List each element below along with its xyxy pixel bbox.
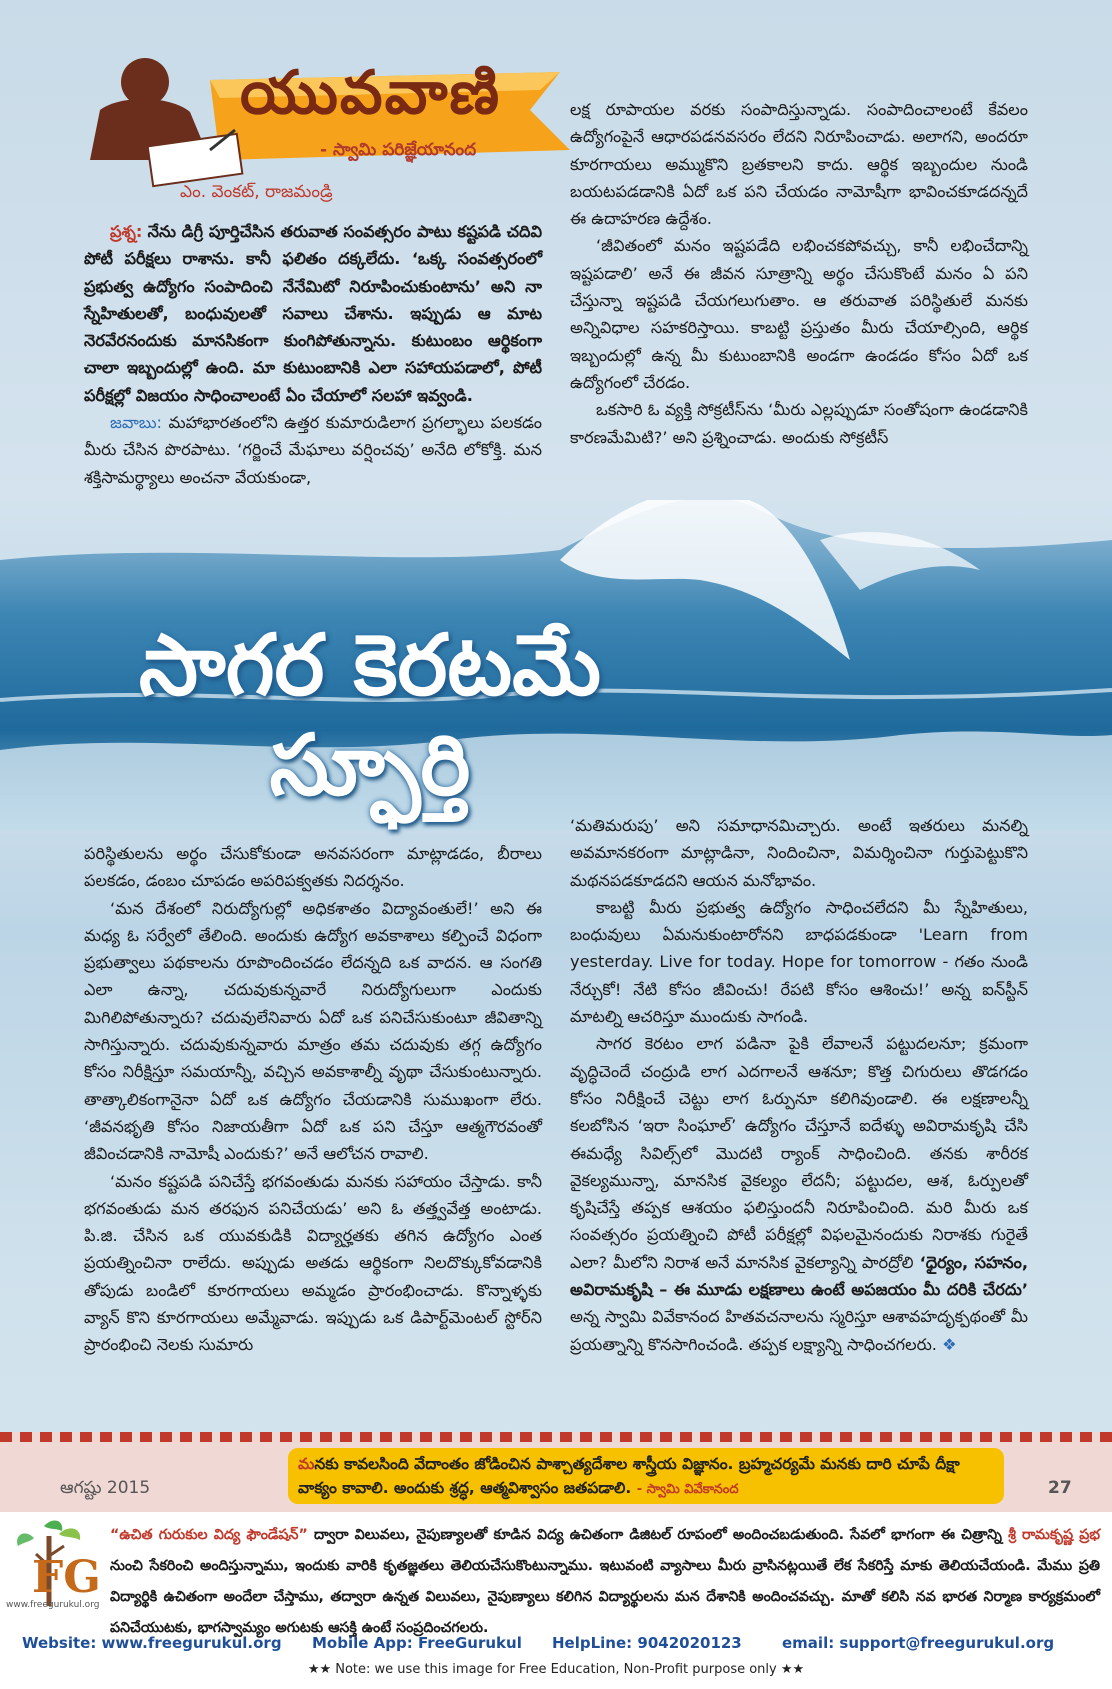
answer-start: మహాభారతంలోని ఉత్తర కుమారుడిలాగ ప్రగల్భాలు పలకడం మీరు చేసిన పొరపాటు. ‘గర్జించే మేఘాలు వర్షించవు’ అనేది లోకోక్తి. మన శక్తిసామర్థ్యాలు అంచనా వేయకుండా, [84, 413, 542, 487]
quote-first-letter: మ [298, 1455, 315, 1473]
paragraph: ‘మన దేశంలో నిరుద్యోగుల్లో అధికశాతం విద్యావంతులే!’ అని ఈ మధ్య ఓ సర్వేలో తేలింది. అందుకు ఉద్యోగ అవకాశాలు కల్పించే విధంగా ప్రభుత్వాలు పథకాలను రూపొందించడం లేదన్నది ఒక వాదన. ఆ సంగతి ఎలా ఉన్నా, చదువుకున్నవారే నిరుద్యోగులుగా ఎందుకు మిగిలిపోతున్నారు? చదువులేనివారు ఏదో ఒక పనిచేసుకుంటూ జీవితాన్ని సాగిస్తున్నారు. చదువుకున్నవారు మాత్రం తమ చదువుకు తగ్గ ఉద్యోగం కోసం నిరీక్షిస్తూ సమయాన్నీ, వచ్చిన అవకాశాల్నీ వృథా చేసుకుంటున్నారు. తాత్కాలికంగానైనా ఏదో ఒక ఉద్యోగం చేయడానికి సుముఖంగా లేరు. ‘జీవనభృతి కోసం నిజాయతీగా ఏదో ఒక పని చేస్తూ ఆత్మగౌరవంతో జీవించడానికి నామోషీ ఎందుకు?’ అనే ఆలోచన రావాలి. [84, 898, 542, 1164]
answer-label: జవాబు: [110, 413, 162, 433]
paragraph: కాబట్టి మీరు ప్రభుత్వ ఉద్యోగం సాధించలేదని మీ స్నేహితులు, బంధువులు ఏమనుకుంటారోనని బాధపడకుండా 'Learn from yesterday. Live for today. Hope for tomorrow - గతం నుండి నేర్చుకో! నేటి కోసం జీవించు! రేపటి కోసం ఆశించు!’ అన్న ఐన్‌స్టీన్‌ మాటల్ని ఆచరిస్తూ ముందుకు సాగండి. [570, 897, 1028, 1027]
website-link[interactable]: Website: www.freegurukul.org [22, 1634, 282, 1652]
org-name: “ఉచిత గురుకుల విద్య ఫౌండేషన్‌” [110, 1527, 308, 1543]
column-1-bottom [84, 840, 542, 1359]
decorative-stripe [0, 1432, 1112, 1442]
vivekananda-quote: ‘ధైర్యం, సహనం, అవిరామకృషి – ఈ మూడు లక్షణాలు ఉంటే అపజయం మీ దరికి చేరదు’ [570, 1252, 1028, 1300]
quote-author: - స్వామి వివేకానంద [636, 1482, 739, 1497]
end-mark-icon: ❖ [942, 1334, 957, 1354]
paragraph: సాగర కెరటం లాగ పడినా పైకి లేవాలనే పట్టుదలనూ; క్రమంగా వృద్ధిచెందే చంద్రుడి లాగ ఎదగాలనే ఆశనూ; కొత్త చిగురులు తొడగడం కోసం నిరీక్షించే చెట్టు లాగ ఓర్పునూ కలిగివుండాలి. ఈ లక్షణాలన్నీ కలబోసిన ‘ఇరా సింఘాల్‌’ ఉద్యోగం చేస్తూనే ఐదేళ్ళు అవిరామకృషి చేసి ఈమధ్యే సివిల్స్‌లో మొదటి ర్యాంక్‌ సాధించింది. తనకు శారీరక వైకల్యమున్నా, మానసిక వైకల్యం లేదనీ; పట్టుదల, ఆశ, ఓర్పులతో కృషిచేస్తే తప్పక ఆశయం ఫలిస్తుందనీ నిరూపించింది. మరి మీరు ఒక సంవత్సరం ప్రయత్నించి పోటీ పరీక్షల్లో విఫలమైనందుకు నిరాశకు గురైతే ఎలా? మీలోని నిరాశ అనే మానసిక వైకల్యాన్ని పారద్రోలి [570, 1034, 1028, 1272]
column-2-bottom [570, 812, 1028, 1358]
mobile-app-link[interactable]: Mobile App: FreeGurukul [312, 1634, 522, 1652]
paragraph: పరిస్థితులను అర్థం చేసుకోకుండా అనవసరంగా మాట్లాడడం, బీరాలు పలకడం, డంబం చూపడం అపరిపక్వతకు నిదర్శనం. [84, 844, 542, 891]
paragraph: ‘మనం కష్టపడి పనిచేస్తే భగవంతుడు మనకు సహాయం చేస్తాడు. కానీ భగవంతుడు మన తరఫున పనిచేయడు’ అని ఓ తత్త్వవేత్త అంటాడు. పి.జి. చేసిన ఒక యువకుడికి విద్యార్హతకు తగిన ఉద్యోగం ఎంత ప్రయత్నించినా రాలేదు. అప్పుడు అతడు ఆర్థికంగా నిలదొక్కుకోవడానికి తోపుడు బండిలో కూరగాయలు అమ్మడం ప్రారంభించాడు. కొన్నాళ్ళకు వ్యాన్‌ కొని కూరగాయలు అమ్మేవాడు. ఇప్పుడు ఒక డిపార్ట్‌మెంటల్‌ స్టోర్‌ని ప్రారంభించి నెలకు సుమారు [84, 1171, 542, 1355]
source-name: శ్రీ రామకృష్ణ ప్రభ [1008, 1527, 1100, 1543]
title-line-2: స్ఫూర్తి [269, 716, 471, 814]
quote-box [288, 1448, 1004, 1504]
quote-text: నకు కావలసింది వేదాంతం జోడించిన పాశ్చాత్యదేశాల శాస్త్రీయ విజ్ఞానం. బ్రహ్మచర్యమే మనకు దారి చూపే దీక్షా వాక్యం కావాలి. అందుకు శ్రద్ధ, ఆత్మవిశ్వాసం జతపడాలి. [298, 1455, 960, 1497]
article-title [130, 615, 610, 815]
freegurukul-description [110, 1520, 1100, 1644]
paragraph-end: అన్న స్వామి వివేకానంద హితవచనాలను స్మరిస్తూ ఆశావహదృక్పథంతో మీ ప్రయత్నాన్ని కొనసాగించండి. తప్పక లక్ష్యాన్ని సాధించగలరు. [570, 1307, 1028, 1354]
question-text: నేను డిగ్రీ పూర్తిచేసిన తరువాత సంవత్సరం పాటు కష్టపడి చదివి పోటీ పరీక్షలు రాశాను. కానీ ఫలితం దక్కలేదు. ‘ఒక్క సంవత్సరంలో ప్రభుత్వ ఉద్యోగం సంపాదించి నేనేమిటో నిరూపించుకుంటాను’ అని నా స్నేహితులతో, బంధువులతో సవాలు చేశాను. ఇప్పుడు ఆ మాట నెరవేరనందుకు మానసికంగా కుంగిపోతున్నాను. కుటుంబం ఆర్థికంగా చాలా ఇబ్బందుల్లో ఉంది. మా కుటుంబానికి ఎలా సహాయపడాలో, పోటీ పరీక్షల్లో విజయం సాధించాలంటే ఏం చేయాలో సలహా ఇవ్వండి. [84, 222, 542, 405]
banner-title: యువవాణి [240, 58, 502, 128]
paragraph: ‘మతిమరుపు’ అని సమాధానమిచ్చారు. అంటే ఇతరులు మనల్ని అవమానకరంగా మాట్లాడినా, నిందించినా, విమర్శించినా గుర్తుపెట్టుకొని మథనపడకూడదని ఆయన మనోభావం. [570, 816, 1028, 890]
email-link[interactable]: email: support@freegurukul.org [782, 1634, 1055, 1652]
paragraph: ఒకసారి ఓ వ్యక్తి సోక్రటీస్‌ను ‘మీరు ఎల్లప్పుడూ సంతోషంగా ఉండడానికి కారణమేమిటి?’ అని ప్రశ్నించాడు. అందుకు సోక్రటీస్‌ [570, 400, 1028, 447]
issue-month: ఆగష్టు 2015 [60, 1478, 151, 1498]
helpline-number[interactable]: HelpLine: 9042020123 [552, 1634, 742, 1652]
article-byline: - స్వామి పరిజ్ఞేయానంద [320, 140, 477, 160]
column-2-top [570, 96, 1028, 451]
column-1-top [84, 218, 542, 491]
page-number: 27 [1048, 1478, 1072, 1498]
freegurukul-logo-icon [4, 1516, 101, 1634]
usage-note: ★★ Note: we use this image for Free Education, Non-Profit purpose only ★★ [307, 1662, 805, 1677]
questioner-name: ఎం. వెంకట్‌, రాజమండ్రి [180, 182, 333, 202]
paragraph: ‘జీవితంలో మనం ఇష్టపడేది లభించకపోవచ్చు, కానీ లభించేదాన్ని ఇష్టపడాలి’ అనే ఈ జీవన సూత్రాన్ని అర్థం చేసుకొంటే మనం ఏ పని చేస్తున్నా ఇష్టపడి చేయగలుగుతాం. ఆ తరువాత పరిస్థితులే మనకు అన్నివిధాల సహకరిస్తాయి. కాబట్టి ప్రస్తుతం మీరు చేయాల్సింది, ఆర్థిక ఇబ్బందుల్లో ఉన్న మీ కుటుంబానికి అండగా ఉండడం కోసం ఏదో ఒక ఉద్యోగంలో చేరడం. [570, 236, 1028, 392]
question-label: ప్రశ్న: [110, 222, 143, 241]
title-line-1: సాగర కెరటమే [138, 616, 601, 714]
description-part-2: నుంచి సేకరించి అందిస్తున్నాము, ఇందుకు వారికి కృతజ్ఞతలు తెలియచేసుకొంటున్నాము. ఇటువంటి వ్యాసాలు మీరు వ్రాసినట్లయితే లేక సేకరిస్తే మాకు తెలియచేయండి. మేము ప్రతి విద్యార్థికి ఉచితంగా అందేలా చేస్తాము, తద్వారా ఉన్నత విలువలు, నైపుణ్యాలు కలిగిన విద్యార్థులను మన దేశానికి అందించవచ్చు. మాతో కలిసి నవ భారత నిర్మాణ కార్యక్రమంలో పనిచేయుటకు, భాగస్వామ్యం అగుటకు ఆసక్తి ఉంటే సంప్రదించగలరు. [110, 1558, 1100, 1636]
contact-bar [0, 1634, 1112, 1658]
logo-site-url: www.freegurukul.org [6, 1600, 100, 1610]
description-part-1: ద్వారా విలువలు, నైపుణ్యాలతో కూడిన విద్య ఉచితంగా డిజిటల్‌ రూపంలో అందించబడుతుంది. సేవలో భాగంగా ఈ చిత్రాన్ని [313, 1527, 1002, 1543]
logo-letters: FG [32, 1552, 101, 1603]
paragraph: లక్ష రూపాయల వరకు సంపాదిస్తున్నాడు. సంపాదించాలంటే కేవలం ఉద్యోగంపైనే ఆధారపడనవసరం లేదని నిరూపించాడు. అలాగని, అందరూ కూరగాయలు అమ్ముకొని బ్రతకాలని కాదు. ఆర్థిక ఇబ్బందుల నుండి బయటపడడానికి ఏదో ఒక పని చేయడం నామోషీగా భావించకూడదన్నదే ఈ ఉదాహరణ ఉద్దేశం. [570, 100, 1028, 229]
